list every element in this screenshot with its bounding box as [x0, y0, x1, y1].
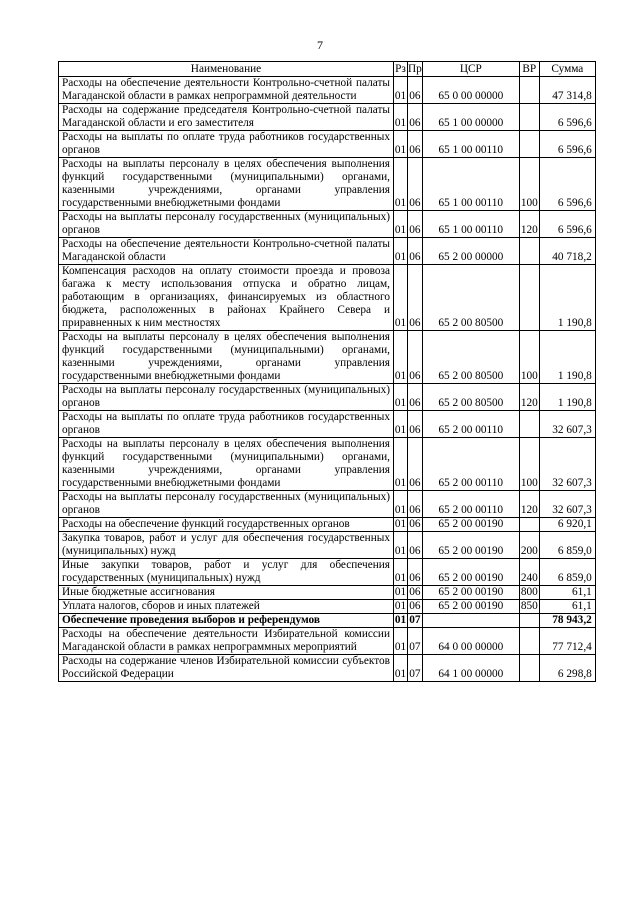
cell-sum: 47 314,8 — [539, 77, 595, 104]
cell-name: Расходы на выплаты по оплате труда работников государственных органов — [59, 411, 394, 438]
cell-sum: 6 596,6 — [539, 158, 595, 211]
cell-sum: 1 190,8 — [539, 331, 595, 384]
table-row — [59, 559, 596, 586]
header-vr: ВР — [519, 62, 539, 77]
cell-vr: 200 — [519, 532, 539, 559]
cell-pr: 06 — [408, 559, 423, 586]
cell-vr: 120 — [519, 384, 539, 411]
cell-rz: 01 — [394, 104, 408, 131]
cell-pr: 06 — [408, 384, 423, 411]
table-row — [59, 131, 596, 158]
cell-pr: 06 — [408, 158, 423, 211]
table-row — [59, 600, 596, 614]
table-row — [59, 586, 596, 600]
cell-sum: 32 607,3 — [539, 411, 595, 438]
cell-sum: 78 943,2 — [539, 614, 595, 628]
cell-pr: 06 — [409, 586, 421, 598]
cell-pr: 07 — [409, 614, 421, 626]
cell-sum: 1 190,8 — [539, 384, 595, 411]
cell-name: Расходы на обеспечение деятельности Контрольно-счетной палаты Магаданской области в рамках непрограммной деятельности — [59, 77, 394, 104]
cell-rz: 01 — [394, 331, 408, 384]
cell-name: Иные бюджетные ассигнования — [59, 586, 394, 600]
table-row — [59, 158, 596, 211]
cell-name: Расходы на выплаты персоналу в целях обеспечения выполнения функций государственными (муниципальными) органами, казенными учреждениями, органами управления государственными внебюджетными фондами — [59, 158, 394, 211]
cell-rz: 01 — [394, 77, 408, 104]
cell-pr: 06 — [408, 211, 423, 238]
table-row — [59, 411, 596, 438]
cell-rz: 01 — [394, 384, 408, 411]
cell-name: Расходы на обеспечение функций государственных органов — [59, 518, 394, 532]
cell-vr — [519, 628, 539, 655]
budget-table — [58, 61, 596, 682]
cell-pr: 06 — [409, 518, 421, 530]
cell-vr — [519, 518, 539, 532]
cell-vr — [519, 77, 539, 104]
cell-sum: 6 596,6 — [539, 104, 595, 131]
cell-rz: 01 — [394, 655, 408, 682]
table-row — [59, 491, 596, 518]
cell-name: Расходы на выплаты персоналу государственных (муниципальных) органов — [59, 491, 394, 518]
table-row — [59, 265, 596, 331]
cell-rz: 01 — [394, 438, 408, 491]
cell-pr: 07 — [408, 655, 423, 682]
table-row — [59, 614, 596, 628]
cell-rz: 01 — [394, 614, 407, 626]
cell-name: Расходы на выплаты персоналу в целях обеспечения выполнения функций государственными (муниципальными) органами, казенными учреждениями, органами управления государственными внебюджетными фондами — [59, 438, 394, 491]
cell-name: Компенсация расходов на оплату стоимости проезда и провоза багажа к месту использования отпуска и обратно лицам, работающим в организациях, финансируемых из областного бюджета, расположенных в районах Крайнего Севера и приравненных к ним местностях — [59, 265, 394, 331]
cell-rz: 01 — [394, 532, 408, 559]
cell-name: Закупка товаров, работ и услуг для обеспечения государственных (муниципальных) нужд — [59, 532, 394, 559]
cell-sum: 77 712,4 — [539, 628, 595, 655]
cell-rz: 01 — [394, 211, 408, 238]
cell-csr: 65 2 00 00190 — [422, 600, 519, 614]
cell-pr: 06 — [408, 438, 423, 491]
cell-csr — [422, 614, 519, 628]
cell-pr: 06 — [409, 600, 421, 612]
cell-name: Расходы на выплаты персоналу государственных (муниципальных) органов — [59, 211, 394, 238]
cell-pr: 06 — [408, 104, 423, 131]
cell-pr: 06 — [408, 331, 423, 384]
cell-vr: 100 — [519, 331, 539, 384]
cell-csr: 65 2 00 00190 — [422, 532, 519, 559]
cell-name: Расходы на содержание председателя Контрольно-счетной палаты Магаданской области и его заместителя — [59, 104, 394, 131]
cell-csr: 65 2 00 80500 — [422, 331, 519, 384]
table-body — [59, 77, 596, 682]
cell-rz: 01 — [394, 158, 408, 211]
cell-name: Расходы на содержание членов Избирательной комиссии субъектов Российской Федерации — [59, 655, 394, 682]
cell-vr: 240 — [519, 559, 539, 586]
cell-sum: 6 596,6 — [539, 131, 595, 158]
cell-csr: 65 2 00 80500 — [422, 265, 519, 331]
cell-csr: 65 2 00 00000 — [422, 238, 519, 265]
table-row — [59, 211, 596, 238]
cell-sum: 1 190,8 — [539, 265, 595, 331]
cell-csr: 65 2 00 00110 — [422, 411, 519, 438]
cell-csr: 65 1 00 00110 — [422, 158, 519, 211]
cell-rz: 01 — [394, 628, 408, 655]
cell-sum: 32 607,3 — [539, 438, 595, 491]
table-row — [59, 331, 596, 384]
cell-sum: 32 607,3 — [539, 491, 595, 518]
cell-rz: 01 — [394, 131, 408, 158]
cell-vr — [519, 104, 539, 131]
cell-name: Иные закупки товаров, работ и услуг для обеспечения государственных (муниципальных) нужд — [59, 559, 394, 586]
table-row — [59, 238, 596, 265]
cell-sum: 61,1 — [539, 600, 595, 614]
table-row — [59, 628, 596, 655]
cell-rz: 01 — [394, 586, 407, 598]
cell-rz: 01 — [394, 491, 408, 518]
cell-csr: 65 2 00 80500 — [422, 384, 519, 411]
cell-csr: 65 2 00 00190 — [422, 586, 519, 600]
cell-sum: 6 859,0 — [539, 559, 595, 586]
cell-sum: 6 596,6 — [539, 211, 595, 238]
cell-rz: 01 — [394, 265, 408, 331]
cell-rz: 01 — [394, 559, 408, 586]
cell-name: Обеспечение проведения выборов и референдумов — [59, 614, 394, 628]
table-row — [59, 77, 596, 104]
cell-pr: 06 — [408, 532, 423, 559]
cell-rz: 01 — [394, 238, 408, 265]
cell-vr — [519, 265, 539, 331]
cell-pr: 07 — [408, 628, 423, 655]
cell-vr: 850 — [520, 600, 538, 612]
table-header-row — [59, 62, 596, 77]
cell-vr — [519, 238, 539, 265]
cell-sum: 6 920,1 — [539, 518, 595, 532]
cell-vr — [519, 131, 539, 158]
cell-pr: 06 — [408, 131, 423, 158]
cell-pr: 06 — [408, 491, 423, 518]
cell-vr — [519, 614, 539, 628]
cell-csr: 65 1 00 00000 — [422, 104, 519, 131]
header-rz: Рз — [395, 62, 406, 75]
cell-csr: 65 1 00 00110 — [422, 211, 519, 238]
page-number: 7 — [317, 38, 323, 52]
table-row — [59, 655, 596, 682]
cell-sum: 6 859,0 — [539, 532, 595, 559]
cell-name: Расходы на обеспечение деятельности Избирательной комиссии Магаданской области в рамках непрограммных мероприятий — [59, 628, 394, 655]
table-row — [59, 532, 596, 559]
cell-sum: 61,1 — [539, 586, 595, 600]
cell-csr: 65 2 00 00190 — [422, 518, 519, 532]
cell-csr: 65 0 00 00000 — [422, 77, 519, 104]
cell-vr — [519, 411, 539, 438]
cell-rz: 01 — [394, 518, 407, 530]
cell-csr: 65 1 00 00110 — [422, 131, 519, 158]
cell-name: Расходы на выплаты персоналу в целях обеспечения выполнения функций государственными (муниципальными) органами, казенными учреждениями, органами управления государственными внебюджетными фондами — [59, 331, 394, 384]
header-name: Наименование — [59, 62, 394, 77]
cell-csr: 65 2 00 00190 — [422, 559, 519, 586]
table-row — [59, 438, 596, 491]
header-csr: ЦСР — [422, 62, 519, 77]
cell-rz: 01 — [394, 411, 408, 438]
cell-rz: 01 — [394, 600, 407, 612]
table-row — [59, 384, 596, 411]
cell-csr: 65 2 00 00110 — [422, 491, 519, 518]
table-row — [59, 104, 596, 131]
table-row — [59, 518, 596, 532]
header-sum: Сумма — [539, 62, 595, 77]
cell-pr: 06 — [408, 77, 423, 104]
cell-vr: 100 — [519, 438, 539, 491]
cell-csr: 64 0 00 00000 — [422, 628, 519, 655]
cell-sum: 6 298,8 — [539, 655, 595, 682]
cell-pr: 06 — [408, 411, 423, 438]
cell-name: Уплата налогов, сборов и иных платежей — [59, 600, 394, 614]
cell-vr — [519, 655, 539, 682]
cell-name: Расходы на обеспечение деятельности Контрольно-счетной палаты Магаданской области — [59, 238, 394, 265]
cell-pr: 06 — [408, 265, 423, 331]
cell-vr: 100 — [519, 158, 539, 211]
cell-name: Расходы на выплаты по оплате труда работников государственных органов — [59, 131, 394, 158]
cell-pr: 06 — [408, 238, 423, 265]
header-pr: Пр — [408, 62, 422, 75]
cell-csr: 64 1 00 00000 — [422, 655, 519, 682]
cell-csr: 65 2 00 00110 — [422, 438, 519, 491]
cell-vr: 120 — [519, 211, 539, 238]
cell-name: Расходы на выплаты персоналу государственных (муниципальных) органов — [59, 384, 394, 411]
cell-vr: 120 — [519, 491, 539, 518]
cell-vr: 800 — [520, 586, 538, 598]
cell-sum: 40 718,2 — [539, 238, 595, 265]
